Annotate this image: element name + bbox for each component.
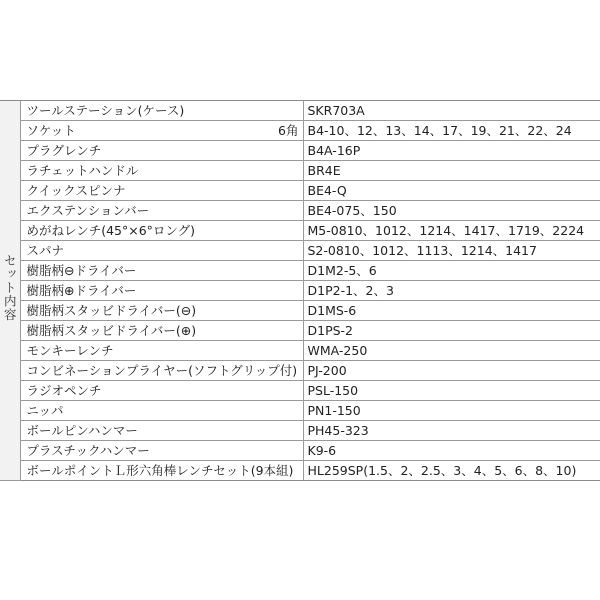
item-model: D1P2-1、2、3 <box>303 281 600 301</box>
table-row <box>0 401 600 421</box>
item-name: クイックスピンナ <box>26 183 126 198</box>
table-row <box>0 281 600 301</box>
item-qty: 6角 <box>278 123 299 138</box>
item-name: 樹脂柄スタッビドライバー(⊕) <box>26 323 197 338</box>
table-row <box>0 161 600 181</box>
item-name: コンビネーションプライヤー(ソフトグリップ付) <box>26 363 298 378</box>
item-model: SKR703A <box>303 101 600 121</box>
item-name-cell <box>20 341 303 361</box>
item-name: 樹脂柄スタッビドライバー(⊖) <box>26 303 197 318</box>
item-name: モンキーレンチ <box>26 343 114 358</box>
table-row <box>0 301 600 321</box>
item-name: ボールポイントＬ形六角棒レンチセット(9本組) <box>26 463 294 478</box>
item-model: BE4-Q <box>303 181 600 201</box>
item-name-cell <box>20 461 303 481</box>
item-model: B4A-16P <box>303 141 600 161</box>
item-name: エクステンションバー <box>26 203 150 218</box>
item-name-cell <box>20 241 303 261</box>
item-name-cell <box>20 261 303 281</box>
item-name-cell <box>20 141 303 161</box>
item-name-cell <box>20 421 303 441</box>
item-name-cell <box>20 101 303 121</box>
item-model: PJ-200 <box>303 361 600 381</box>
table-row <box>0 461 600 481</box>
set-contents-header <box>0 101 20 481</box>
section-label: セット内容 <box>2 254 18 322</box>
item-name-cell <box>20 221 303 241</box>
item-name: ツールステーション(ケース) <box>26 103 185 118</box>
item-model: BR4E <box>303 161 600 181</box>
item-name: ソケット <box>26 123 76 138</box>
item-name: プラグレンチ <box>26 143 102 158</box>
item-name-cell <box>20 381 303 401</box>
item-model: PN1-150 <box>303 401 600 421</box>
item-name-cell <box>20 321 303 341</box>
table-row <box>0 241 600 261</box>
table-row <box>0 101 600 121</box>
set-contents-table <box>0 100 600 481</box>
table-row <box>0 321 600 341</box>
table-row <box>0 421 600 441</box>
item-name: 樹脂柄⊖ドライバー <box>26 263 137 278</box>
item-model: PSL-150 <box>303 381 600 401</box>
table-row <box>0 261 600 281</box>
item-model: K9-6 <box>303 441 600 461</box>
item-name-cell <box>20 201 303 221</box>
item-name: 樹脂柄⊕ドライバー <box>26 283 137 298</box>
item-name: ラチェットハンドル <box>26 163 139 178</box>
item-model: S2-0810、1012、1113、1214、1417 <box>303 241 600 261</box>
item-name: ボールピンハンマー <box>26 423 138 438</box>
item-name-cell <box>20 181 303 201</box>
item-name-cell <box>20 401 303 421</box>
table-row <box>0 361 600 381</box>
item-name: ラジオペンチ <box>26 383 102 398</box>
item-model: D1M2-5、6 <box>303 261 600 281</box>
item-name-cell <box>20 121 303 141</box>
item-model: PH45-323 <box>303 421 600 441</box>
item-model: B4-10、12、13、14、17、19、21、22、24 <box>303 121 600 141</box>
item-name: プラスチックハンマー <box>26 443 150 458</box>
item-model: WMA-250 <box>303 341 600 361</box>
table-row <box>0 141 600 161</box>
table-row <box>0 201 600 221</box>
table-row <box>0 341 600 361</box>
item-model: M5-0810、1012、1214、1417、1719、2224 <box>303 221 600 241</box>
item-name: スパナ <box>26 243 65 258</box>
item-name-cell <box>20 441 303 461</box>
item-name-cell <box>20 361 303 381</box>
table-row <box>0 381 600 401</box>
item-name: めがねレンチ(45°×6°ロング) <box>26 223 196 238</box>
item-name-cell <box>20 161 303 181</box>
item-name: ニッパ <box>26 403 64 418</box>
item-name-cell <box>20 301 303 321</box>
item-model: D1PS-2 <box>303 321 600 341</box>
item-model: D1MS-6 <box>303 301 600 321</box>
table-row <box>0 121 600 141</box>
table-row <box>0 181 600 201</box>
item-name-cell <box>20 281 303 301</box>
table-row <box>0 221 600 241</box>
item-model: BE4-075、150 <box>303 201 600 221</box>
table-row <box>0 441 600 461</box>
item-model: HL259SP(1.5、2、2.5、3、4、5、6、8、10) <box>303 461 600 481</box>
